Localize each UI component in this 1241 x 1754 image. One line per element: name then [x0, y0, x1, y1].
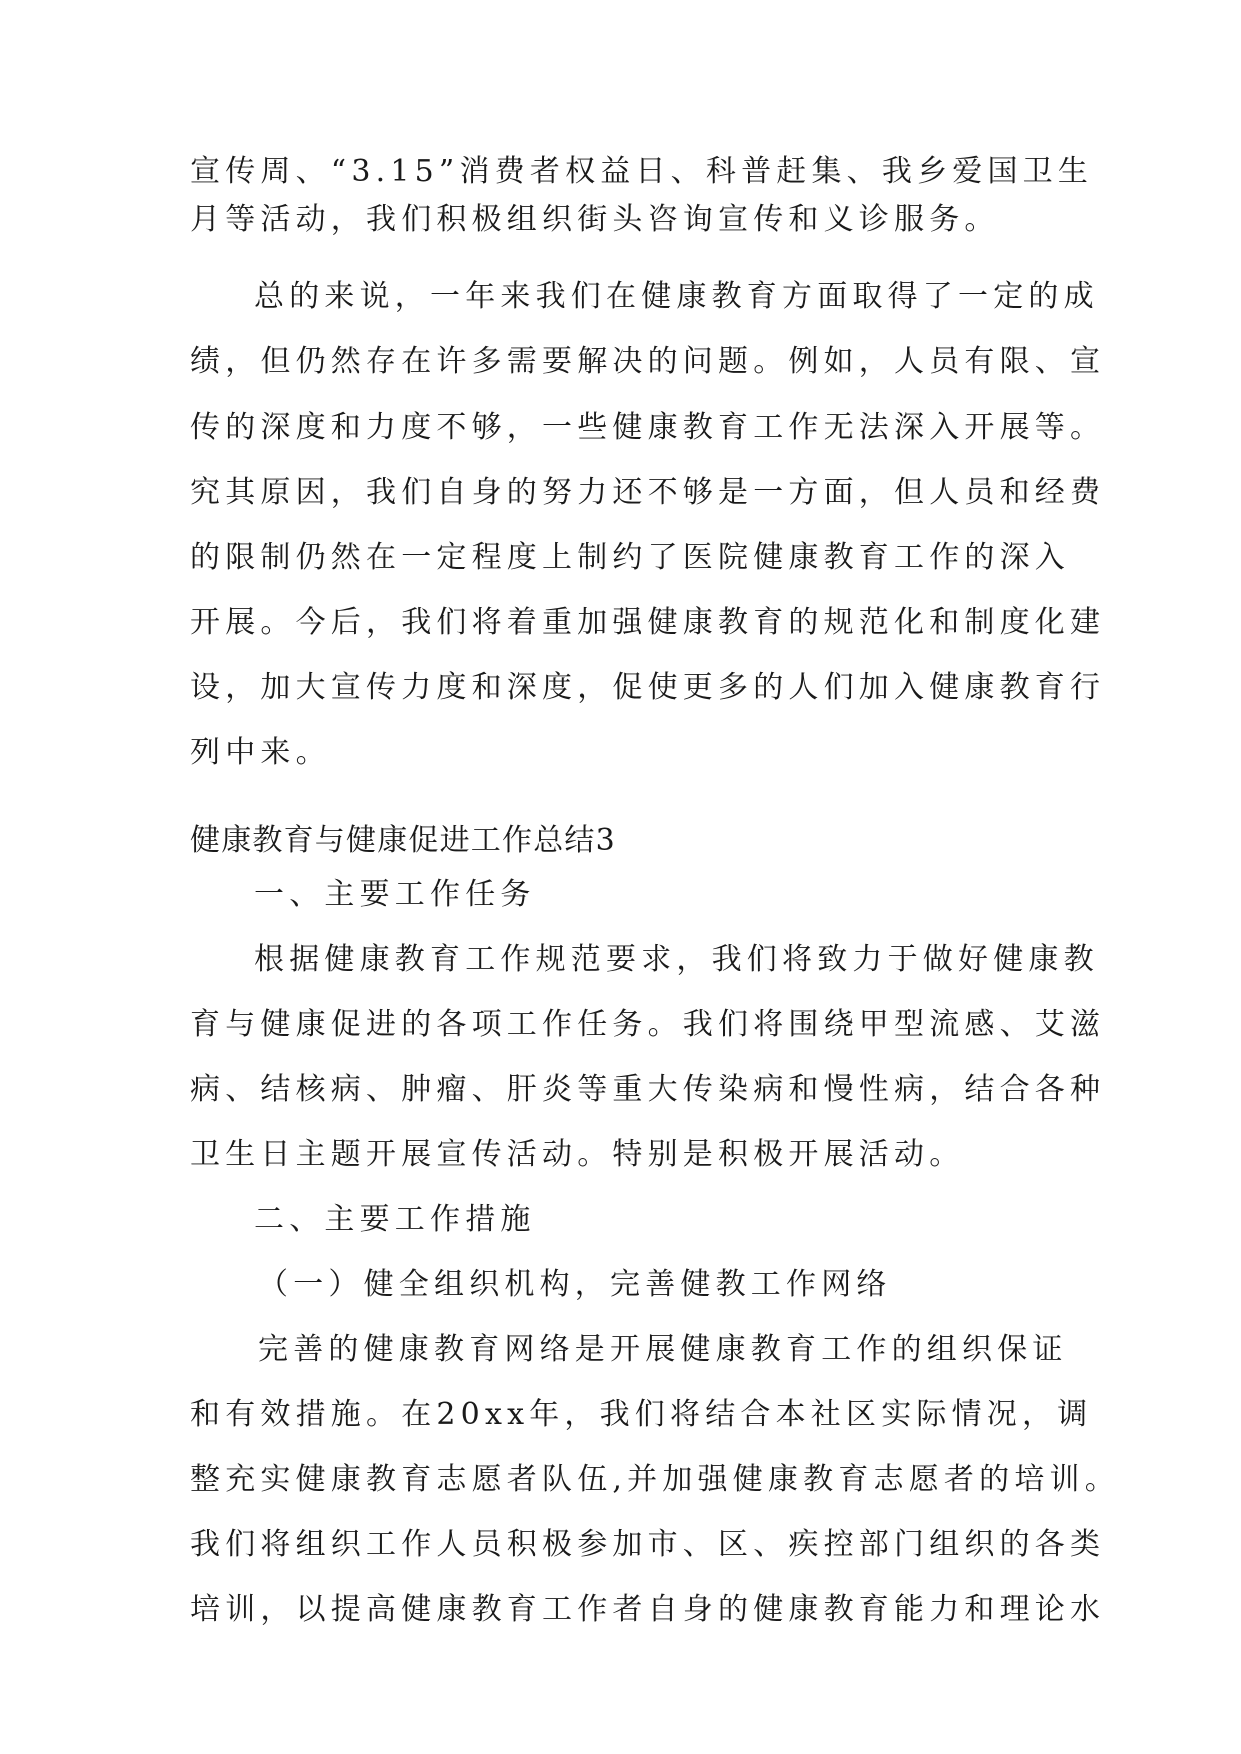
subsection-heading: 一、主要工作任务 [254, 877, 536, 912]
text-line: 绩，但仍然存在许多需要解决的问题。例如，人员有限、宣 [190, 344, 1106, 379]
text-line: 根据健康教育工作规范要求，我们将致力于做好健康教 [254, 942, 1099, 977]
text-line: 培训，以提高健康教育工作者自身的健康教育能力和理论水 [190, 1592, 1106, 1627]
text-line: 整充实健康教育志愿者队伍,并加强健康教育志愿者的培训。 [190, 1462, 1120, 1497]
text-line: 究其原因，我们自身的努力还不够是一方面，但人员和经费 [190, 475, 1106, 510]
text-line: 宣传周、“3.15”消费者权益日、科普赶集、我乡爱国卫生 [190, 154, 1094, 189]
text-line: 卫生日主题开展宣传活动。特别是积极开展活动。 [190, 1137, 965, 1172]
text-line: 列中来。 [190, 735, 331, 770]
text-line: 开展。今后，我们将着重加强健康教育的规范化和制度化建 [190, 605, 1106, 640]
text-line: 总的来说，一年来我们在健康教育方面取得了一定的成 [254, 279, 1099, 314]
subsection-heading: 二、主要工作措施 [254, 1202, 536, 1237]
text-line: 设，加大宣传力度和深度，促使更多的人们加入健康教育行 [190, 670, 1106, 705]
subsection-heading: （一）健全组织机构，完善健教工作网络 [258, 1267, 892, 1302]
text-line: 育与健康促进的各项工作任务。我们将围绕甲型流感、艾滋 [190, 1007, 1106, 1042]
text-line: 传的深度和力度不够，一些健康教育工作无法深入开展等。 [190, 410, 1106, 445]
text-line: 完善的健康教育网络是开展健康教育工作的组织保证 [258, 1332, 1068, 1367]
text-line: 月等活动，我们积极组织街头咨询宣传和义诊服务。 [190, 202, 1000, 237]
text-line: 我们将组织工作人员积极参加市、区、疾控部门组织的各类 [190, 1527, 1106, 1562]
section-heading: 健康教育与健康促进工作总结3 [190, 823, 616, 858]
text-line: 的限制仍然在一定程度上制约了医院健康教育工作的深入 [190, 540, 1070, 575]
text-line: 病、结核病、肿瘤、肝炎等重大传染病和慢性病，结合各种 [190, 1072, 1106, 1107]
text-line: 和有效措施。在20xx年，我们将结合本社区实际情况，调 [190, 1397, 1093, 1432]
